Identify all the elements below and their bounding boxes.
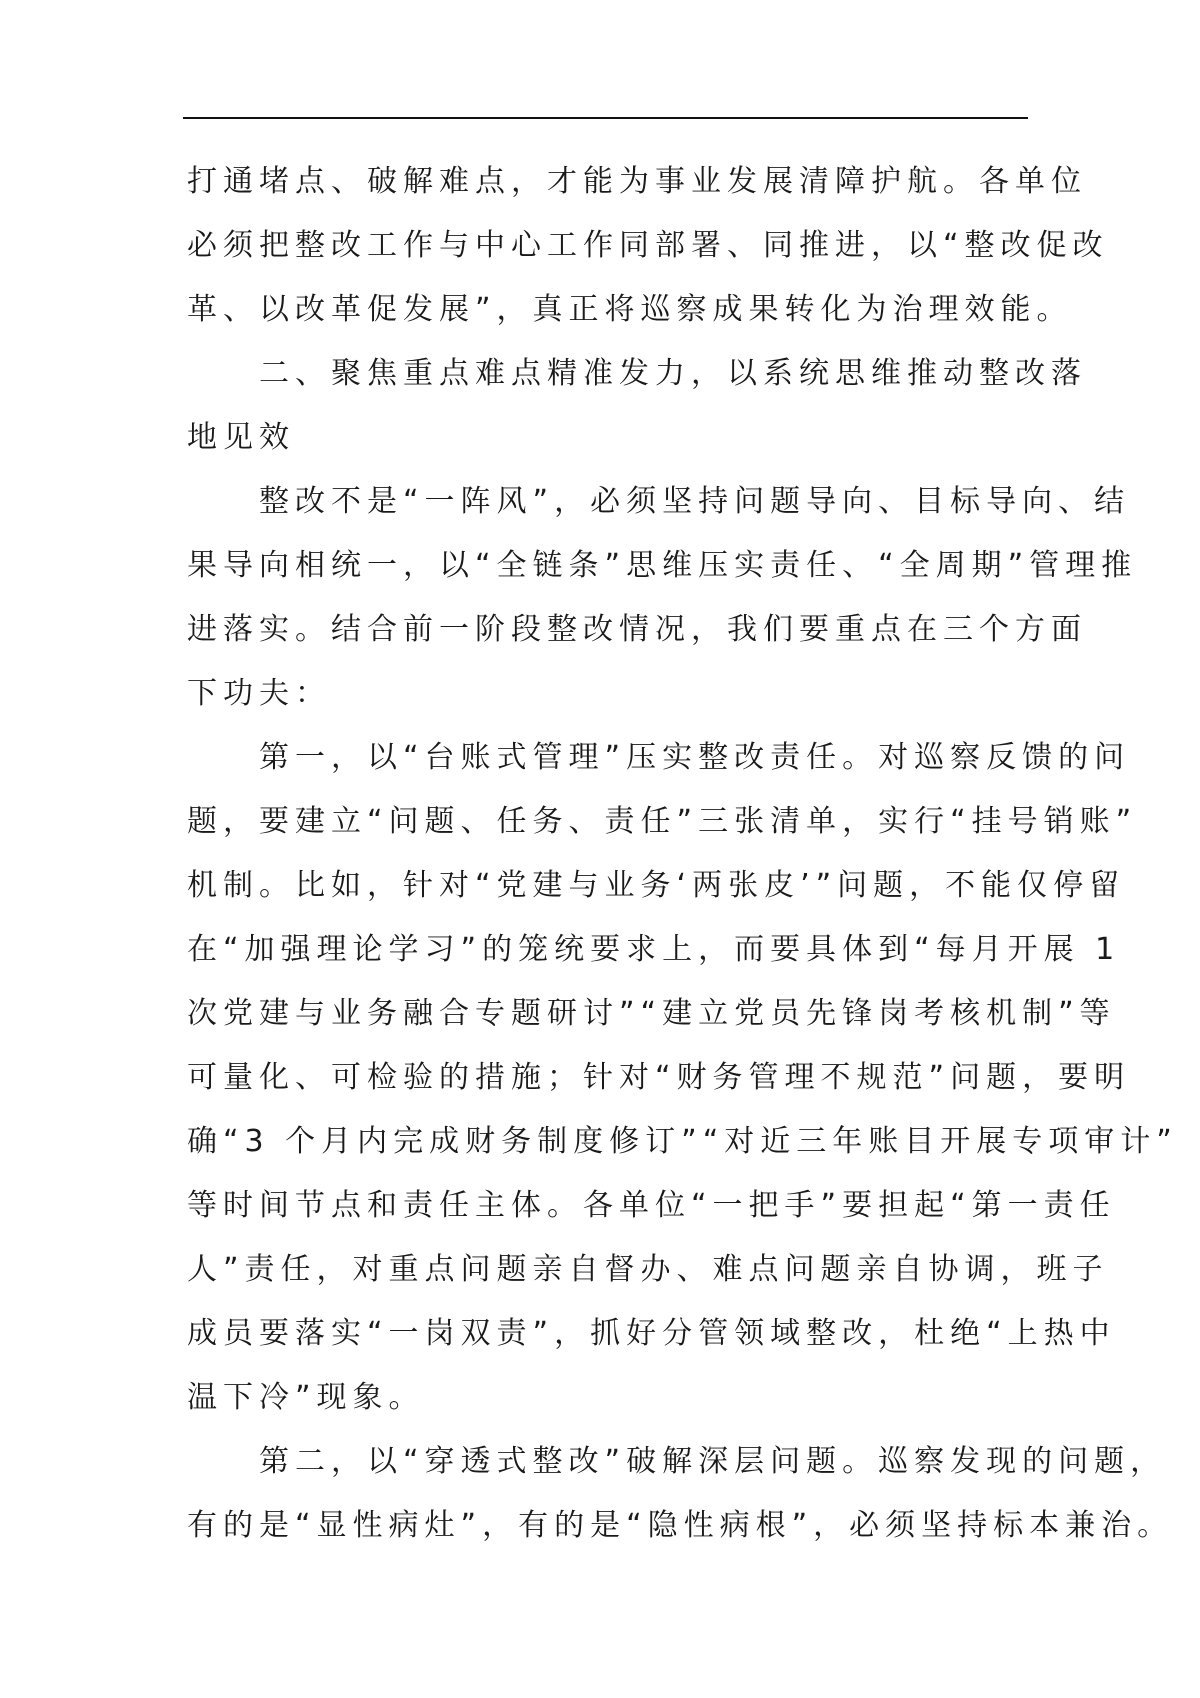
text-line: 等时间节点和责任主体。各单位“一把手”要担起“第一责任	[187, 1188, 1116, 1223]
text-line: 可量化、可检验的措施；针对“财务管理不规范”问题，要明	[187, 1060, 1131, 1095]
header-rule	[183, 117, 1028, 119]
text-line: 题，要建立“问题、任务、责任”三张清单，实行“挂号销账”	[187, 804, 1138, 839]
text-line: 果导向相统一，以“全链条”思维压实责任、“全周期”管理推	[187, 548, 1138, 583]
text-line: 有的是“显性病灶”，有的是“隐性病根”，必须坚持标本兼治。	[187, 1508, 1174, 1543]
text-line: 整改不是“一阵风”，必须坚持问题导向、目标导向、结	[187, 484, 1131, 519]
text-line: 必须把整改工作与中心工作同部署、同推进，以“整改促改	[187, 228, 1109, 263]
text-line: 革、以改革促发展”，真正将巡察成果转化为治理效能。	[187, 292, 1073, 327]
text-line: 在“加强理论学习”的笼统要求上，而要具体到“每月开展 1	[187, 932, 1121, 967]
section-heading: 地见效	[187, 420, 295, 455]
text-line: 人”责任，对重点问题亲自督办、难点问题亲自协调，班子	[187, 1252, 1109, 1287]
text-line: 第一，以“台账式管理”压实整改责任。对巡察反馈的问	[187, 740, 1131, 775]
text-line: 打通堵点、破解难点，才能为事业发展清障护航。各单位	[187, 164, 1087, 199]
section-heading: 二、聚焦重点难点精准发力，以系统思维推动整改落	[187, 356, 1087, 391]
text-line: 温下冷”现象。	[187, 1380, 425, 1415]
text-line: 机制。比如，针对“党建与业务‘两张皮’”问题，不能仅停留	[187, 868, 1126, 903]
text-line: 次党建与业务融合专题研讨”“建立党员先锋岗考核机制”等	[187, 996, 1116, 1031]
text-line: 确“3 个月内完成财务制度修订”“对近三年账目开展专项审计”	[187, 1124, 1178, 1159]
body-text	[187, 150, 1178, 1558]
text-line: 下功夫：	[187, 676, 331, 711]
text-line: 成员要落实“一岗双责”，抓好分管领域整改，杜绝“上热中	[187, 1316, 1116, 1351]
text-line: 进落实。结合前一阶段整改情况，我们要重点在三个方面	[187, 612, 1087, 647]
text-line: 第二，以“穿透式整改”破解深层问题。巡察发现的问题，	[187, 1444, 1167, 1479]
